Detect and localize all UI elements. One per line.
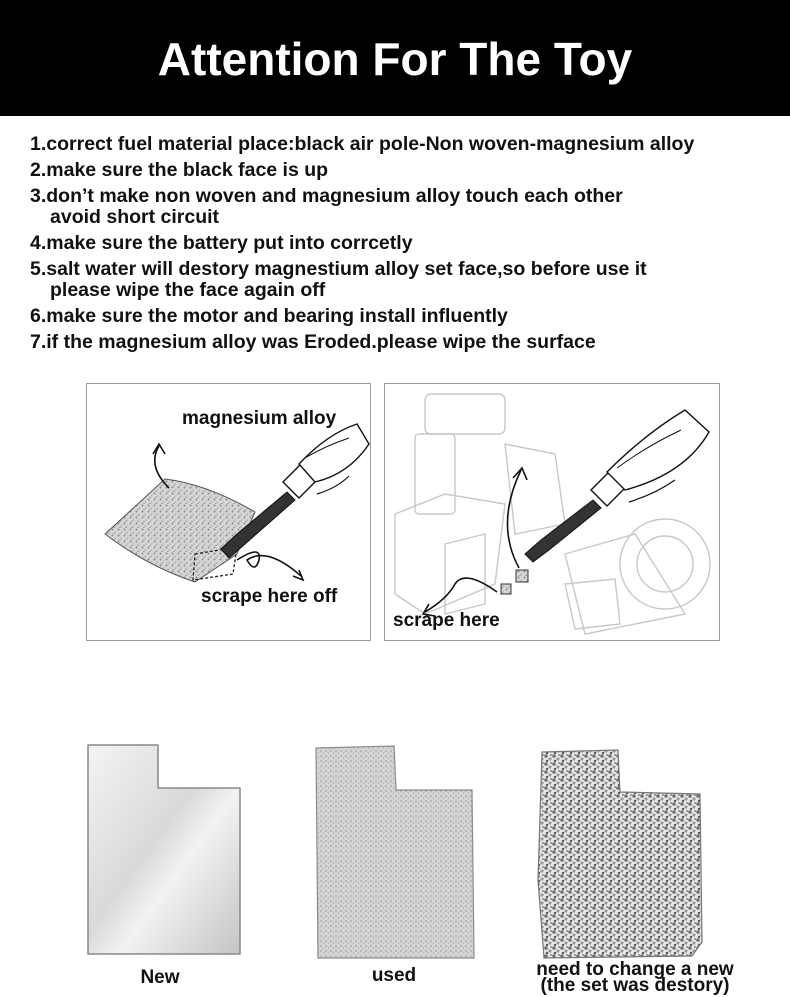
- scrape-device-illustration: [384, 383, 720, 641]
- instruction-list: [30, 134, 786, 358]
- header-banner: [0, 0, 790, 116]
- caption-destroyed-line-2: (the set was destory): [540, 975, 730, 996]
- plate-comparison: [0, 730, 790, 960]
- instruction-item-3: 3.don’t make non woven and magnesium alloy touch each other avoid short circuit: [30, 185, 623, 228]
- page-title: Attention For The Toy: [157, 33, 633, 85]
- instruction-item-6: 6.make sure the motor and bearing install influently: [30, 305, 508, 327]
- callout-arrow-bottom: [425, 578, 497, 612]
- instruction-item-5: 5.salt water will destory magnestium alloy set face,so before use it please wipe the face again off: [30, 258, 647, 301]
- plate-used: [316, 746, 474, 958]
- caption-destroyed-line-1: need to change a new: [536, 959, 734, 980]
- callout-arrow-bottom: [237, 552, 301, 576]
- plate-destroyed: [538, 750, 702, 958]
- screwdriver-icon: [221, 424, 369, 558]
- scrape-plate-illustration: [86, 383, 371, 641]
- label-magnesium-alloy: magnesium alloy: [182, 408, 337, 429]
- label-scrape-here: scrape here: [393, 610, 500, 631]
- instruction-item-7: 7.if the magnesium alloy was Eroded.please wipe the surface: [30, 331, 596, 353]
- caption-new: New: [140, 967, 180, 988]
- label-scrape-here-off: scrape here off: [201, 586, 338, 607]
- caption-used: used: [371, 965, 417, 986]
- magnesium-plate-shape: [105, 479, 255, 582]
- instruction-item-2: 2.make sure the black face is up: [30, 159, 329, 181]
- caption-destroyed: [510, 959, 760, 996]
- instruction-item-1: 1.correct fuel material place:black air pole-Non woven-magnesium alloy: [30, 133, 695, 155]
- plate-new: [88, 745, 240, 954]
- scrape-device-drawing: [385, 384, 721, 642]
- instruction-item-4: 4.make sure the battery put into corrcetly: [30, 232, 413, 254]
